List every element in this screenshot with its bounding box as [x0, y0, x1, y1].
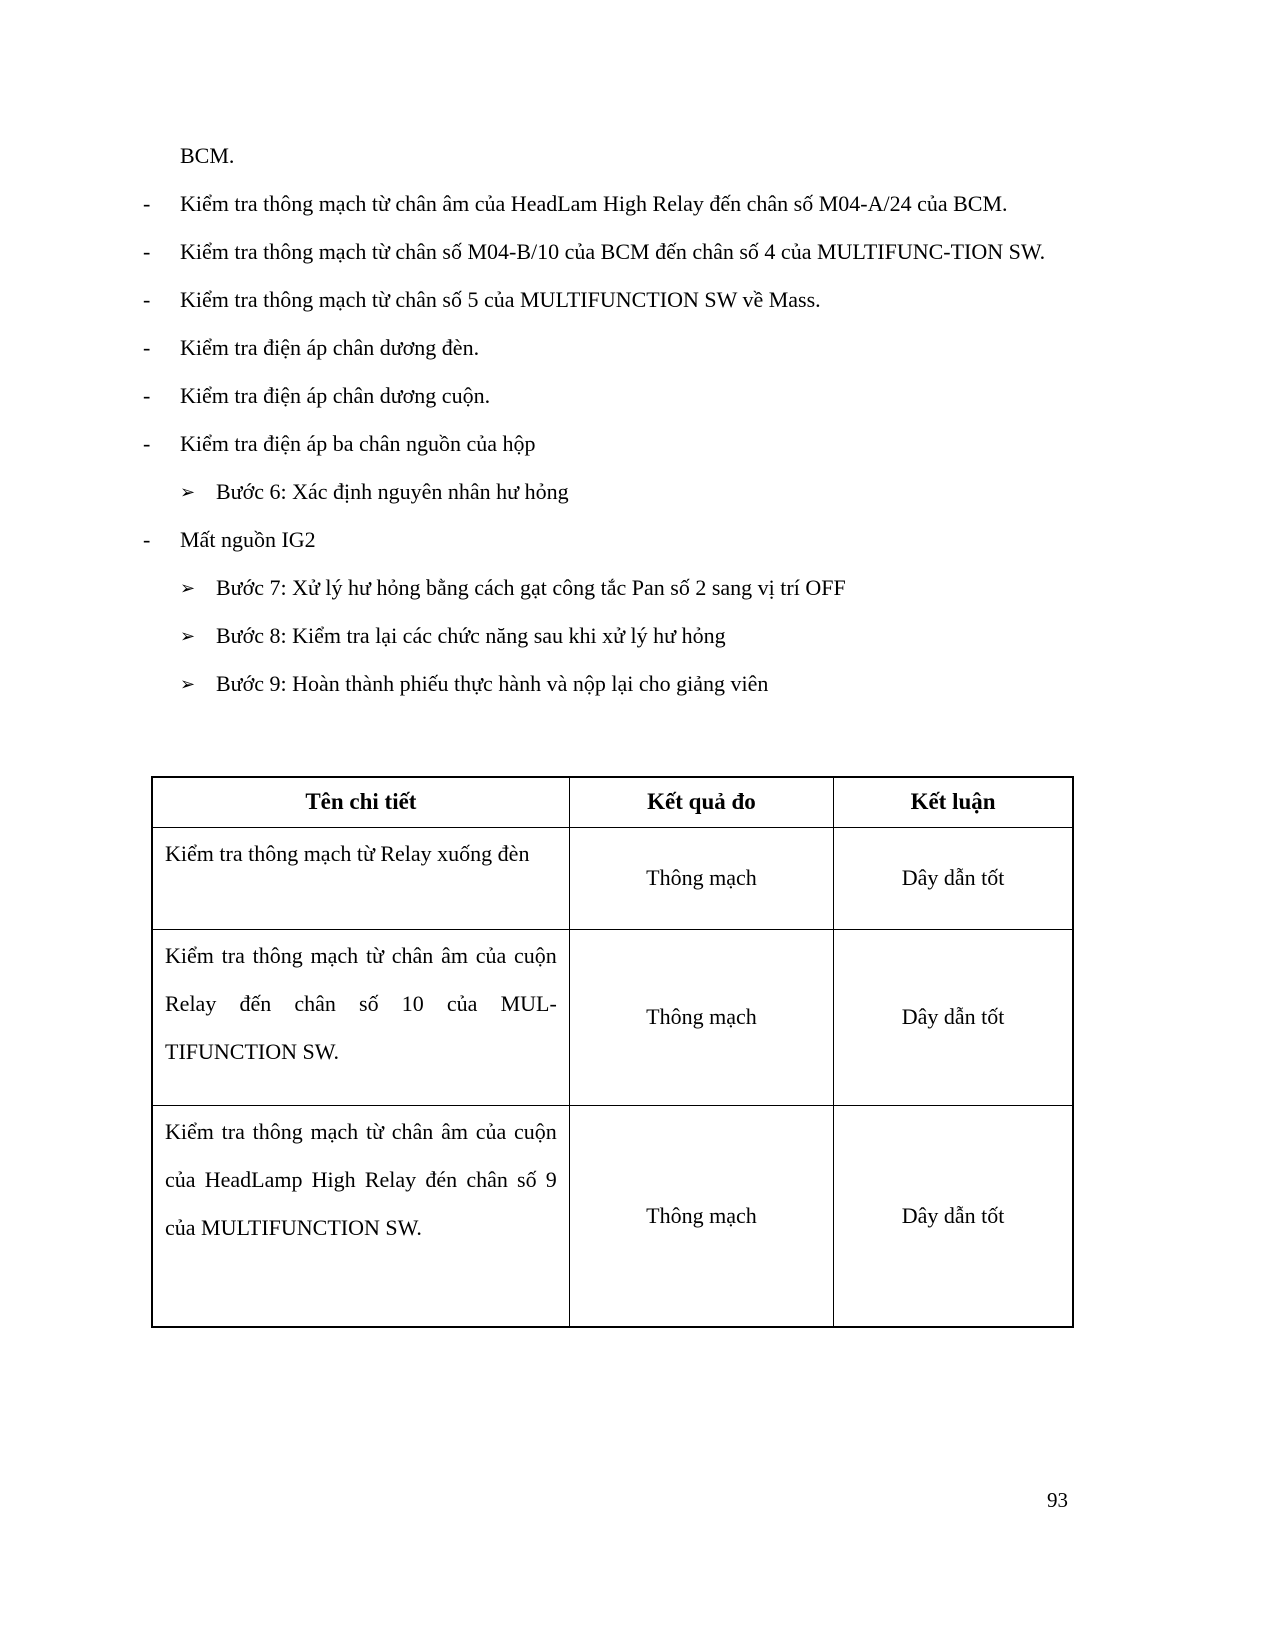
arrow-marker: ➢ [180, 482, 196, 502]
list-item [143, 276, 1092, 324]
list-item-text: Kiểm tra thông mạch từ chân âm của HeadLam High Relay đến chân số M04-A/24 của BCM. [180, 191, 1008, 216]
bullet-list [143, 132, 1092, 708]
cell-result: Thông mạch [569, 929, 833, 1105]
list-item-text: Kiểm tra thông mạch từ chân số 5 của MULTIFUNCTION SW về Mass. [180, 287, 821, 312]
empty-marker [143, 132, 180, 180]
arrow-marker: ➢ [180, 626, 196, 646]
list-item-text: Kiểm tra thông mạch từ chân số M04-B/10 của BCM đến chân số 4 của MULTIFUNC-TION SW. [180, 239, 1046, 264]
table-row [152, 1105, 1073, 1327]
list-item [143, 372, 1092, 420]
dash-marker: - [143, 287, 151, 312]
list-item-step [180, 612, 1092, 660]
list-item-step [180, 564, 1092, 612]
header-ket-luan: Kết luận [834, 777, 1073, 827]
cell-result: Thông mạch [569, 827, 833, 929]
header-ten-chi-tiet: Tên chi tiết [152, 777, 569, 827]
list-item-text: Mất nguồn IG2 [180, 527, 316, 552]
cell-result: Thông mạch [569, 1105, 833, 1327]
list-item-step [180, 660, 1092, 708]
list-item-text: Bước 6: Xác định nguyên nhân hư hỏng [216, 479, 569, 504]
list-item-text: Kiểm tra điện áp chân dương đèn. [180, 335, 480, 360]
dash-marker: - [143, 527, 151, 552]
cell-name: Kiểm tra thông mạch từ chân âm của cuộn của HeadLamp High Relay đén chân số 9 của MULTIFUNCTION SW. [152, 1105, 569, 1327]
list-item-text: Bước 9: Hoàn thành phiếu thực hành và nộp lại cho giảng viên [216, 671, 769, 696]
results-table [151, 776, 1074, 1328]
list-item [143, 324, 1092, 372]
list-item [143, 420, 1092, 468]
list-item [143, 180, 1092, 228]
list-item [143, 516, 1092, 564]
page-number: 93 [1047, 1488, 1068, 1512]
header-ket-qua-do: Kết quả đo [569, 777, 833, 827]
list-item [143, 228, 1092, 276]
dash-marker: - [143, 335, 151, 360]
list-item-text: Kiểm tra điện áp chân dương cuộn. [180, 383, 491, 408]
table-header-row [152, 777, 1073, 827]
dash-marker: - [143, 431, 151, 456]
list-item-text: Bước 7: Xử lý hư hỏng bằng cách gạt công tắc Pan số 2 sang vị trí OFF [216, 575, 846, 600]
dash-marker: - [143, 383, 151, 408]
list-item-continuation [143, 132, 1092, 180]
list-item-step [180, 468, 1092, 516]
cell-name: Kiểm tra thông mạch từ chân âm của cuộn Relay đến chân số 10 của MUL-TIFUNCTION SW. [152, 929, 569, 1105]
cell-conclusion: Dây dẫn tốt [834, 929, 1073, 1105]
list-item-text: Kiểm tra điện áp ba chân nguồn của hộp [180, 431, 536, 456]
table-row [152, 827, 1073, 929]
list-item-text: BCM. [180, 143, 235, 168]
dash-marker: - [143, 191, 151, 216]
arrow-marker: ➢ [180, 674, 196, 694]
arrow-marker: ➢ [180, 578, 196, 598]
cell-conclusion: Dây dẫn tốt [834, 1105, 1073, 1327]
cell-conclusion: Dây dẫn tốt [834, 827, 1073, 929]
list-item-text: Bước 8: Kiểm tra lại các chức năng sau khi xử lý hư hỏng [216, 623, 726, 648]
table-row [152, 929, 1073, 1105]
cell-name: Kiểm tra thông mạch từ Relay xuống đèn [152, 827, 569, 929]
dash-marker: - [143, 239, 151, 264]
